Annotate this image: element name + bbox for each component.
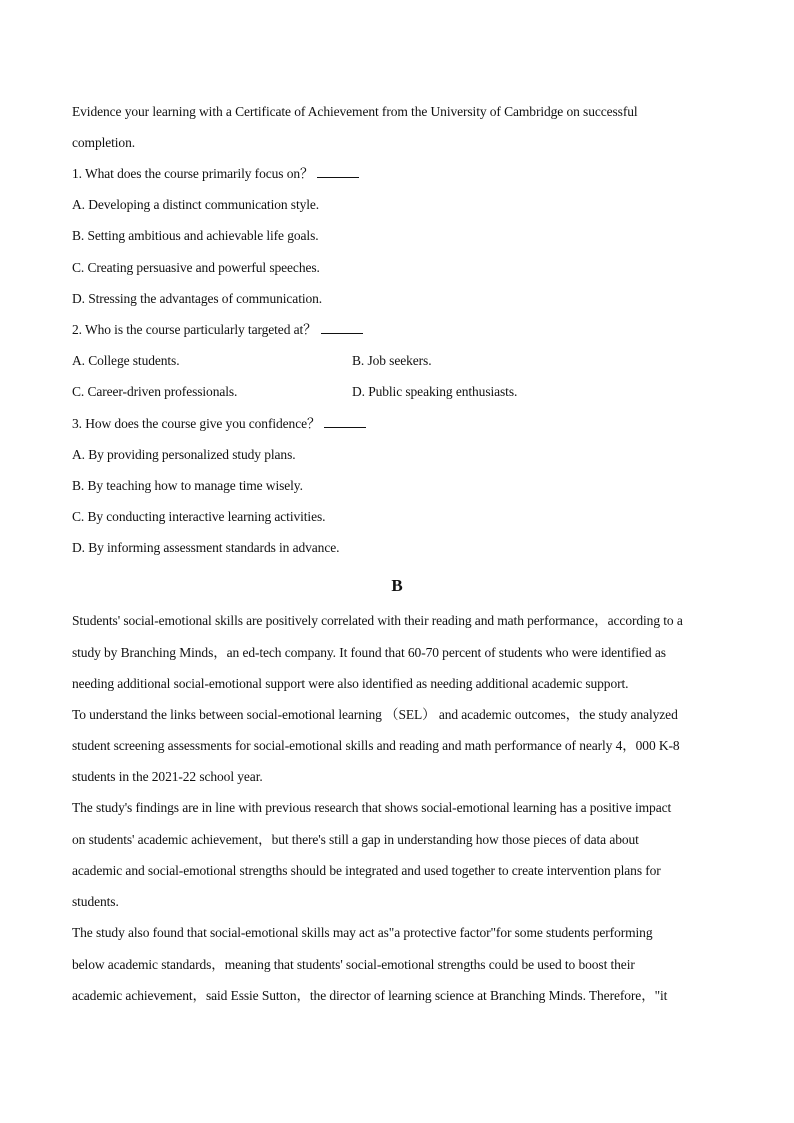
question-2-option-b: B. Job seekers. (352, 353, 432, 368)
passage-line: academic achievement，said Essie Sutton，the director of learning science at Branching Minds. Therefore，"it (72, 988, 668, 1003)
question-3-option-b: B. By teaching how to manage time wisely. (72, 478, 303, 493)
question-2-stem: 2. Who is the course particularly targeted at？ (72, 322, 363, 338)
passage-line: below academic standards，meaning that students' social-emotional strengths could be used to boost their (72, 957, 635, 972)
question-3-stem: 3. How does the course give you confidence？ (72, 416, 366, 432)
intro-line-2: completion. (72, 135, 136, 150)
section-b-heading: B (391, 576, 403, 595)
question-1-option-c: C. Creating persuasive and powerful speeches. (72, 260, 320, 275)
passage-line: The study also found that social-emotional skills may act as"a protective factor"for some students performing (72, 925, 653, 940)
passage-line: students in the 2021-22 school year. (72, 769, 263, 784)
passage-line: Students' social-emotional skills are positively correlated with their reading and math performance，according to a (72, 613, 683, 628)
passage-line: on students' academic achievement，but there's still a gap in understanding how those pieces of data about (72, 832, 639, 847)
question-2-option-a: A. College students. (72, 353, 180, 368)
passage-line: needing additional social-emotional support were also identified as needing additional academic support. (72, 676, 629, 691)
question-3-option-a: A. By providing personalized study plans. (72, 447, 296, 462)
passage-line: academic and social-emotional strengths should be integrated and used together to create intervention plans for (72, 863, 661, 878)
passage-line: student screening assessments for social-emotional skills and reading and math performance of nearly 4，000 K-8 (72, 738, 680, 753)
answer-blank-3[interactable] (324, 416, 366, 428)
question-2-option-d: D. Public speaking enthusiasts. (352, 384, 518, 399)
passage-line: students. (72, 894, 119, 909)
question-1-option-a: A. Developing a distinct communication style. (72, 197, 320, 212)
question-2-option-c: C. Career-driven professionals. (72, 384, 238, 399)
question-1-option-b: B. Setting ambitious and achievable life goals. (72, 228, 319, 243)
passage-line: To understand the links between social-emotional learning （SEL） and academic outcomes，the study analyzed (72, 707, 678, 722)
answer-blank-1[interactable] (317, 166, 359, 178)
answer-blank-2[interactable] (321, 322, 363, 334)
question-1-stem: 1. What does the course primarily focus on？ (72, 166, 359, 182)
question-3-option-c: C. By conducting interactive learning activities. (72, 509, 326, 524)
question-1-option-d: D. Stressing the advantages of communication. (72, 291, 323, 306)
intro-line-1: Evidence your learning with a Certificate of Achievement from the University of Cambridge on successful (72, 104, 638, 119)
passage-line: study by Branching Minds，an ed-tech company. It found that 60-70 percent of students who were identified as (72, 645, 666, 660)
passage-line: The study's findings are in line with previous research that shows social-emotional learning has a positive impact (72, 800, 672, 815)
question-3-option-d: D. By informing assessment standards in advance. (72, 540, 340, 555)
